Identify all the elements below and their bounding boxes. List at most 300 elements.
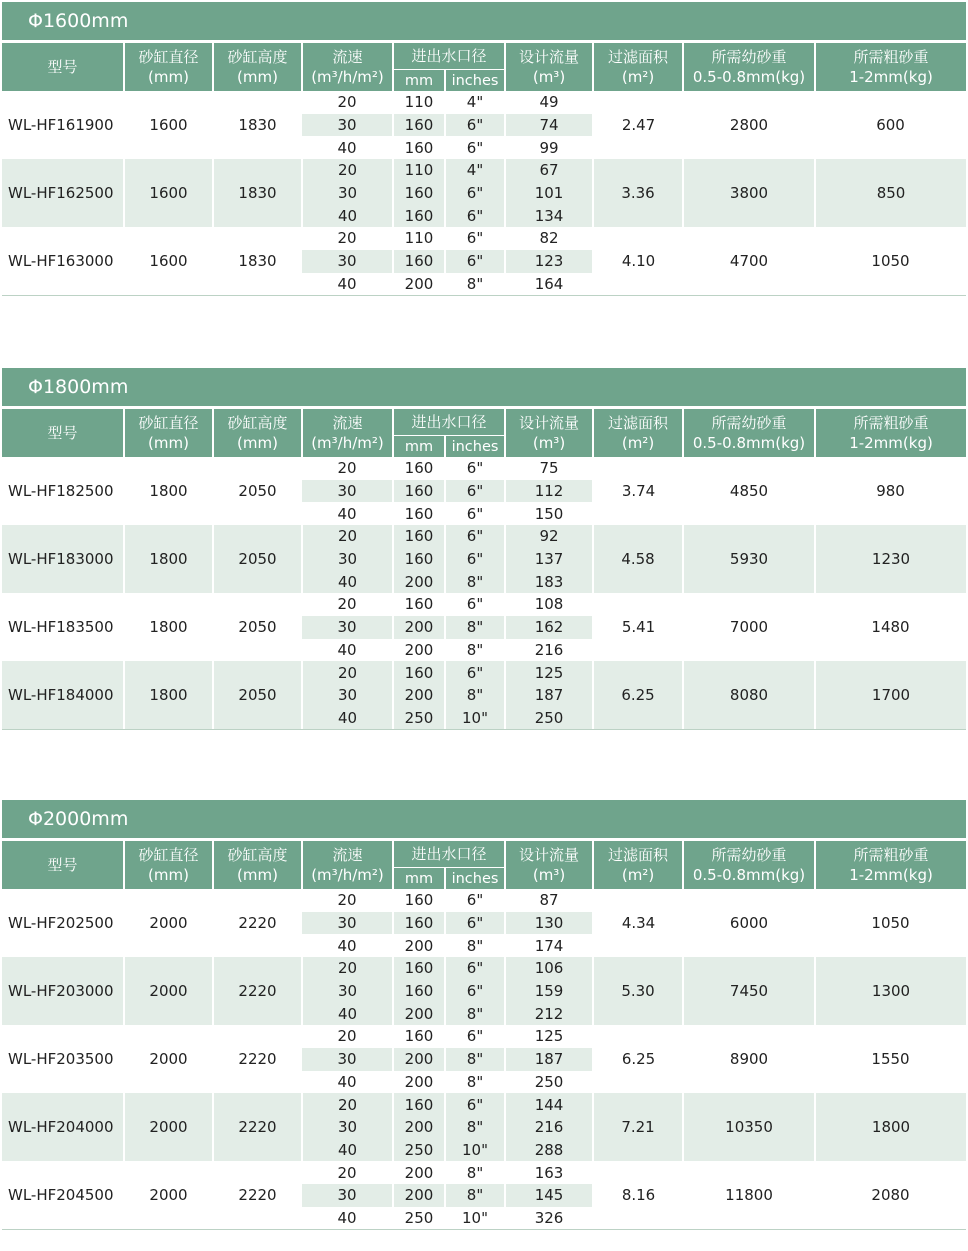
port-mm-cell: 110 xyxy=(393,227,445,250)
model-cell: WL-HF183500 xyxy=(8,618,114,637)
table-row xyxy=(2,1025,966,1048)
header-filter-area-label: 过滤面积 xyxy=(608,414,669,432)
header-coarse-sand xyxy=(815,841,966,889)
flow-speed-cell: 20 xyxy=(302,91,393,114)
coarse-sand-cell: 1050 xyxy=(871,914,910,933)
port-inches-cell: 8" xyxy=(445,1002,505,1025)
spec-table xyxy=(2,409,966,729)
port-mm-cell: 200 xyxy=(393,934,445,957)
design-flow-cell: 112 xyxy=(505,480,593,503)
model-cell: WL-HF204500 xyxy=(8,1186,114,1205)
port-inches-cell: 6" xyxy=(445,1025,505,1048)
port-mm-cell: 160 xyxy=(393,957,445,980)
spec-table xyxy=(2,841,966,1229)
port-inches-cell: 6" xyxy=(445,136,505,159)
height-cell: 2050 xyxy=(238,618,277,637)
design-flow-cell: 216 xyxy=(505,639,593,662)
header-diameter-unit: (mm) xyxy=(148,866,189,884)
fine-sand-cell: 4700 xyxy=(729,252,769,271)
header-coarse-sand-label: 所需粗砂重 xyxy=(853,846,929,864)
flow-speed-cell: 40 xyxy=(302,1002,393,1025)
coarse-sand-cell: 1550 xyxy=(871,1050,910,1069)
design-flow-cell: 74 xyxy=(505,114,593,137)
fine-sand-cell: 8900 xyxy=(729,1050,769,1069)
model-cell: WL-HF162500 xyxy=(2,159,124,227)
flow-speed-cell: 40 xyxy=(302,1207,393,1230)
section-1 xyxy=(2,2,966,296)
port-inches-cell: 6" xyxy=(445,480,505,503)
flow-speed-cell: 20 xyxy=(302,661,393,684)
model-cell: WL-HF203000 xyxy=(2,957,124,1025)
header-coarse-sand-label: 所需粗砂重 xyxy=(853,48,929,66)
header-design-flow-label: 设计流量 xyxy=(519,414,580,432)
flow-speed-cell: 30 xyxy=(302,548,393,571)
height-cell: 2220 xyxy=(213,1093,302,1161)
port-inches-cell: 6" xyxy=(445,502,505,525)
design-flow-cell: 216 xyxy=(505,1116,593,1139)
fine-sand-cell: 6000 xyxy=(729,914,769,933)
port-inches-cell: 6" xyxy=(445,957,505,980)
header-fine-sand-unit: 0.5-0.8mm(kg) xyxy=(692,434,806,452)
design-flow-cell: 212 xyxy=(505,1002,593,1025)
design-flow-cell: 150 xyxy=(505,502,593,525)
header-model: 型号 xyxy=(2,43,124,91)
design-flow-cell: 106 xyxy=(505,957,593,980)
filter-area-cell: 3.74 xyxy=(621,482,656,501)
model-cell: WL-HF182500 xyxy=(8,482,114,501)
port-mm-cell: 250 xyxy=(393,707,445,730)
table-bottom-border xyxy=(2,295,966,296)
filter-area-cell: 5.41 xyxy=(621,618,656,637)
coarse-sand-cell: 2080 xyxy=(871,1186,910,1205)
design-flow-cell: 159 xyxy=(505,980,593,1003)
port-inches-cell: 8" xyxy=(445,1048,505,1071)
port-inches-cell: 8" xyxy=(445,570,505,593)
header-height-unit: (mm) xyxy=(237,434,278,452)
header-height-unit: (mm) xyxy=(237,68,278,86)
port-inches-cell: 8" xyxy=(445,684,505,707)
header-port-mm: mm xyxy=(393,868,445,890)
fine-sand-cell: 3800 xyxy=(683,159,815,227)
flow-speed-cell: 40 xyxy=(302,934,393,957)
port-mm-cell: 200 xyxy=(393,1048,445,1071)
header-fine-sand xyxy=(683,841,815,889)
header-coarse-sand-unit: 1-2mm(kg) xyxy=(849,866,933,884)
fine-sand-cell: 8080 xyxy=(683,661,815,729)
port-mm-cell: 200 xyxy=(393,570,445,593)
model-cell: WL-HF161900 xyxy=(8,116,114,135)
design-flow-cell: 49 xyxy=(505,91,593,114)
fine-sand-cell: 7000 xyxy=(729,618,769,637)
height-cell: 2220 xyxy=(238,1186,277,1205)
flow-speed-cell: 40 xyxy=(302,273,393,296)
design-flow-cell: 75 xyxy=(505,457,593,480)
header-port-inches: inches xyxy=(445,70,505,92)
design-flow-cell: 163 xyxy=(505,1161,593,1184)
section-title: Φ2000mm xyxy=(2,800,966,838)
port-inches-cell: 8" xyxy=(445,639,505,662)
port-mm-cell: 250 xyxy=(393,1139,445,1162)
port-inches-cell: 6" xyxy=(445,912,505,935)
header-coarse-sand-label: 所需粗砂重 xyxy=(853,414,929,432)
coarse-sand-cell: 850 xyxy=(815,159,966,227)
header-filter-area-label: 过滤面积 xyxy=(608,48,669,66)
table-row xyxy=(2,457,966,480)
design-flow-cell: 250 xyxy=(505,1071,593,1094)
coarse-sand-cell: 1700 xyxy=(815,661,966,729)
port-mm-cell: 160 xyxy=(393,457,445,480)
header-height-label: 砂缸高度 xyxy=(227,48,288,66)
model-cell: WL-HF183000 xyxy=(2,525,124,593)
header-diameter-label: 砂缸直径 xyxy=(138,48,199,66)
port-inches-cell: 8" xyxy=(445,1161,505,1184)
port-inches-cell: 6" xyxy=(445,227,505,250)
flow-speed-cell: 20 xyxy=(302,525,393,548)
port-mm-cell: 200 xyxy=(393,1116,445,1139)
diameter-cell: 2000 xyxy=(124,957,213,1025)
flow-speed-cell: 20 xyxy=(302,1025,393,1048)
filter-area-cell: 6.25 xyxy=(593,661,683,729)
design-flow-cell: 144 xyxy=(505,1093,593,1116)
design-flow-cell: 183 xyxy=(505,570,593,593)
filter-area-cell: 6.25 xyxy=(621,1050,656,1069)
table-body xyxy=(2,457,966,729)
table-row xyxy=(2,661,966,684)
coarse-sand-cell: 1800 xyxy=(815,1093,966,1161)
diameter-cell: 1600 xyxy=(149,252,188,271)
flow-speed-cell: 30 xyxy=(302,980,393,1003)
fine-sand-cell: 7450 xyxy=(683,957,815,1025)
height-cell: 2220 xyxy=(238,914,277,933)
filter-area-cell: 3.36 xyxy=(593,159,683,227)
header-height xyxy=(213,43,302,91)
header-height-label: 砂缸高度 xyxy=(227,846,288,864)
flow-speed-cell: 20 xyxy=(302,227,393,250)
section-2 xyxy=(2,368,966,730)
flow-speed-cell: 40 xyxy=(302,136,393,159)
port-mm-cell: 160 xyxy=(393,1093,445,1116)
port-mm-cell: 200 xyxy=(393,1184,445,1207)
design-flow-cell: 108 xyxy=(505,593,593,616)
design-flow-cell: 130 xyxy=(505,912,593,935)
table-row xyxy=(2,227,966,250)
header-design-flow xyxy=(505,409,593,457)
flow-speed-cell: 30 xyxy=(302,616,393,639)
table-row xyxy=(2,525,966,548)
header-port: 进出水口径 xyxy=(393,409,505,436)
port-mm-cell: 110 xyxy=(393,159,445,182)
header-filter-area-unit: (m²) xyxy=(621,68,655,86)
port-inches-cell: 8" xyxy=(445,934,505,957)
height-cell: 1830 xyxy=(238,252,277,271)
port-mm-cell: 160 xyxy=(393,136,445,159)
port-inches-cell: 10" xyxy=(445,1207,505,1230)
height-cell: 1830 xyxy=(213,159,302,227)
header-port-inches: inches xyxy=(445,436,505,458)
header-filter-area-unit: (m²) xyxy=(621,866,655,884)
flow-speed-cell: 20 xyxy=(302,957,393,980)
port-mm-cell: 200 xyxy=(393,616,445,639)
design-flow-cell: 87 xyxy=(505,889,593,912)
port-inches-cell: 8" xyxy=(445,273,505,296)
header-diameter xyxy=(124,409,213,457)
coarse-sand-cell: 980 xyxy=(876,482,905,501)
header-design-flow-unit: (m³) xyxy=(532,68,566,86)
design-flow-cell: 92 xyxy=(505,525,593,548)
table-header xyxy=(2,841,966,889)
flow-speed-cell: 40 xyxy=(302,707,393,730)
port-mm-cell: 200 xyxy=(393,684,445,707)
design-flow-cell: 137 xyxy=(505,548,593,571)
filter-area-cell: 8.16 xyxy=(621,1186,656,1205)
diameter-cell: 1600 xyxy=(124,159,213,227)
coarse-sand-cell: 1050 xyxy=(871,252,910,271)
design-flow-cell: 326 xyxy=(505,1207,593,1230)
flow-speed-cell: 40 xyxy=(302,1139,393,1162)
header-design-flow xyxy=(505,841,593,889)
model-cell: WL-HF163000 xyxy=(8,252,114,271)
design-flow-cell: 164 xyxy=(505,273,593,296)
header-flow-speed-label: 流速 xyxy=(332,48,363,66)
flow-speed-cell: 30 xyxy=(302,912,393,935)
filter-area-cell: 7.21 xyxy=(593,1093,683,1161)
port-mm-cell: 160 xyxy=(393,593,445,616)
port-inches-cell: 4" xyxy=(445,91,505,114)
port-inches-cell: 4" xyxy=(445,159,505,182)
header-flow-speed xyxy=(302,841,393,889)
header-flow-speed-unit: (m³/h/m²) xyxy=(311,434,384,452)
port-inches-cell: 8" xyxy=(445,616,505,639)
port-mm-cell: 200 xyxy=(393,1002,445,1025)
header-flow-speed xyxy=(302,409,393,457)
design-flow-cell: 67 xyxy=(505,159,593,182)
port-mm-cell: 160 xyxy=(393,1025,445,1048)
port-mm-cell: 200 xyxy=(393,1071,445,1094)
diameter-cell: 1800 xyxy=(124,661,213,729)
design-flow-cell: 82 xyxy=(505,227,593,250)
port-mm-cell: 200 xyxy=(393,273,445,296)
port-inches-cell: 6" xyxy=(445,980,505,1003)
header-fine-sand xyxy=(683,409,815,457)
height-cell: 2050 xyxy=(213,525,302,593)
port-mm-cell: 160 xyxy=(393,661,445,684)
port-inches-cell: 10" xyxy=(445,707,505,730)
header-filter-area xyxy=(593,43,683,91)
table-row xyxy=(2,91,966,114)
header-model: 型号 xyxy=(2,409,124,457)
design-flow-cell: 99 xyxy=(505,136,593,159)
header-port: 进出水口径 xyxy=(393,841,505,868)
flow-speed-cell: 30 xyxy=(302,480,393,503)
design-flow-cell: 174 xyxy=(505,934,593,957)
design-flow-cell: 134 xyxy=(505,204,593,227)
table-bottom-border xyxy=(2,1229,966,1230)
header-fine-sand-label: 所需幼砂重 xyxy=(711,846,787,864)
header-diameter-unit: (mm) xyxy=(148,434,189,452)
coarse-sand-cell: 1230 xyxy=(815,525,966,593)
header-diameter-label: 砂缸直径 xyxy=(138,846,199,864)
header-fine-sand-unit: 0.5-0.8mm(kg) xyxy=(692,866,806,884)
port-mm-cell: 200 xyxy=(393,639,445,662)
table-row xyxy=(2,159,966,182)
port-mm-cell: 160 xyxy=(393,548,445,571)
diameter-cell: 1800 xyxy=(149,618,188,637)
port-inches-cell: 6" xyxy=(445,1093,505,1116)
design-flow-cell: 187 xyxy=(505,684,593,707)
flow-speed-cell: 30 xyxy=(302,250,393,273)
design-flow-cell: 125 xyxy=(505,661,593,684)
filter-area-cell: 4.34 xyxy=(621,914,656,933)
header-design-flow-label: 设计流量 xyxy=(519,48,580,66)
header-height-unit: (mm) xyxy=(237,866,278,884)
header-fine-sand-label: 所需幼砂重 xyxy=(711,414,787,432)
header-design-flow xyxy=(505,43,593,91)
table-body xyxy=(2,91,966,295)
flow-speed-cell: 40 xyxy=(302,1071,393,1094)
header-height xyxy=(213,841,302,889)
header-port-inches: inches xyxy=(445,868,505,890)
header-diameter xyxy=(124,841,213,889)
coarse-sand-cell: 1300 xyxy=(815,957,966,1025)
design-flow-cell: 145 xyxy=(505,1184,593,1207)
port-mm-cell: 250 xyxy=(393,1207,445,1230)
port-mm-cell: 200 xyxy=(393,1161,445,1184)
port-mm-cell: 160 xyxy=(393,204,445,227)
port-inches-cell: 6" xyxy=(445,525,505,548)
flow-speed-cell: 30 xyxy=(302,684,393,707)
coarse-sand-cell: 1480 xyxy=(871,618,910,637)
port-inches-cell: 6" xyxy=(445,250,505,273)
height-cell: 2220 xyxy=(238,1050,277,1069)
design-flow-cell: 101 xyxy=(505,182,593,205)
diameter-cell: 1800 xyxy=(149,482,188,501)
header-coarse-sand xyxy=(815,409,966,457)
diameter-cell: 1800 xyxy=(124,525,213,593)
header-filter-area xyxy=(593,409,683,457)
flow-speed-cell: 20 xyxy=(302,593,393,616)
port-mm-cell: 160 xyxy=(393,502,445,525)
flow-speed-cell: 40 xyxy=(302,639,393,662)
port-inches-cell: 6" xyxy=(445,593,505,616)
design-flow-cell: 288 xyxy=(505,1139,593,1162)
flow-speed-cell: 30 xyxy=(302,1184,393,1207)
header-flow-speed-unit: (m³/h/m²) xyxy=(311,866,384,884)
flow-speed-cell: 20 xyxy=(302,1161,393,1184)
table-header xyxy=(2,409,966,457)
header-design-flow-unit: (m³) xyxy=(532,434,566,452)
flow-speed-cell: 40 xyxy=(302,570,393,593)
port-mm-cell: 160 xyxy=(393,182,445,205)
table-header xyxy=(2,43,966,91)
filter-area-cell: 4.10 xyxy=(621,252,656,271)
header-design-flow-label: 设计流量 xyxy=(519,846,580,864)
height-cell: 2050 xyxy=(213,661,302,729)
header-flow-speed xyxy=(302,43,393,91)
header-fine-sand-unit: 0.5-0.8mm(kg) xyxy=(692,68,806,86)
header-port-mm: mm xyxy=(393,436,445,458)
design-flow-cell: 162 xyxy=(505,616,593,639)
diameter-cell: 1600 xyxy=(149,116,188,135)
diameter-cell: 2000 xyxy=(149,1186,188,1205)
flow-speed-cell: 30 xyxy=(302,114,393,137)
port-inches-cell: 6" xyxy=(445,548,505,571)
port-mm-cell: 110 xyxy=(393,91,445,114)
port-inches-cell: 6" xyxy=(445,457,505,480)
design-flow-cell: 123 xyxy=(505,250,593,273)
design-flow-cell: 250 xyxy=(505,707,593,730)
header-coarse-sand xyxy=(815,43,966,91)
port-mm-cell: 160 xyxy=(393,525,445,548)
header-diameter-label: 砂缸直径 xyxy=(138,414,199,432)
flow-speed-cell: 20 xyxy=(302,159,393,182)
section-title: Φ1600mm xyxy=(2,2,966,40)
flow-speed-cell: 20 xyxy=(302,457,393,480)
header-diameter-unit: (mm) xyxy=(148,68,189,86)
header-port-mm: mm xyxy=(393,70,445,92)
height-cell: 2050 xyxy=(238,482,277,501)
header-height xyxy=(213,409,302,457)
table-row xyxy=(2,1161,966,1184)
table-row xyxy=(2,957,966,980)
filter-area-cell: 2.47 xyxy=(621,116,656,135)
header-diameter xyxy=(124,43,213,91)
section-3 xyxy=(2,800,966,1230)
port-inches-cell: 8" xyxy=(445,1184,505,1207)
header-coarse-sand-unit: 1-2mm(kg) xyxy=(849,68,933,86)
port-inches-cell: 6" xyxy=(445,182,505,205)
diameter-cell: 2000 xyxy=(149,1050,188,1069)
header-filter-area-label: 过滤面积 xyxy=(608,846,669,864)
diameter-cell: 2000 xyxy=(149,914,188,933)
table-row xyxy=(2,889,966,912)
flow-speed-cell: 30 xyxy=(302,1048,393,1071)
table-bottom-border xyxy=(2,729,966,730)
flow-speed-cell: 40 xyxy=(302,204,393,227)
port-mm-cell: 160 xyxy=(393,250,445,273)
port-mm-cell: 160 xyxy=(393,980,445,1003)
header-filter-area xyxy=(593,841,683,889)
model-cell: WL-HF203500 xyxy=(8,1050,114,1069)
fine-sand-cell: 4850 xyxy=(729,482,769,501)
flow-speed-cell: 20 xyxy=(302,889,393,912)
port-mm-cell: 160 xyxy=(393,480,445,503)
flow-speed-cell: 20 xyxy=(302,1093,393,1116)
fine-sand-cell: 5930 xyxy=(683,525,815,593)
port-mm-cell: 160 xyxy=(393,114,445,137)
header-flow-speed-label: 流速 xyxy=(332,414,363,432)
height-cell: 1830 xyxy=(238,116,277,135)
header-coarse-sand-unit: 1-2mm(kg) xyxy=(849,434,933,452)
header-design-flow-unit: (m³) xyxy=(532,866,566,884)
flow-speed-cell: 30 xyxy=(302,182,393,205)
flow-speed-cell: 30 xyxy=(302,1116,393,1139)
header-port: 进出水口径 xyxy=(393,43,505,70)
fine-sand-cell: 10350 xyxy=(683,1093,815,1161)
model-cell: WL-HF204000 xyxy=(2,1093,124,1161)
header-flow-speed-unit: (m³/h/m²) xyxy=(311,68,384,86)
coarse-sand-cell: 600 xyxy=(876,116,905,135)
spec-table xyxy=(2,43,966,295)
header-filter-area-unit: (m²) xyxy=(621,434,655,452)
filter-area-cell: 5.30 xyxy=(593,957,683,1025)
table-body xyxy=(2,889,966,1229)
port-inches-cell: 8" xyxy=(445,1116,505,1139)
port-inches-cell: 6" xyxy=(445,114,505,137)
header-height-label: 砂缸高度 xyxy=(227,414,288,432)
header-model: 型号 xyxy=(2,841,124,889)
model-cell: WL-HF184000 xyxy=(2,661,124,729)
port-inches-cell: 6" xyxy=(445,889,505,912)
